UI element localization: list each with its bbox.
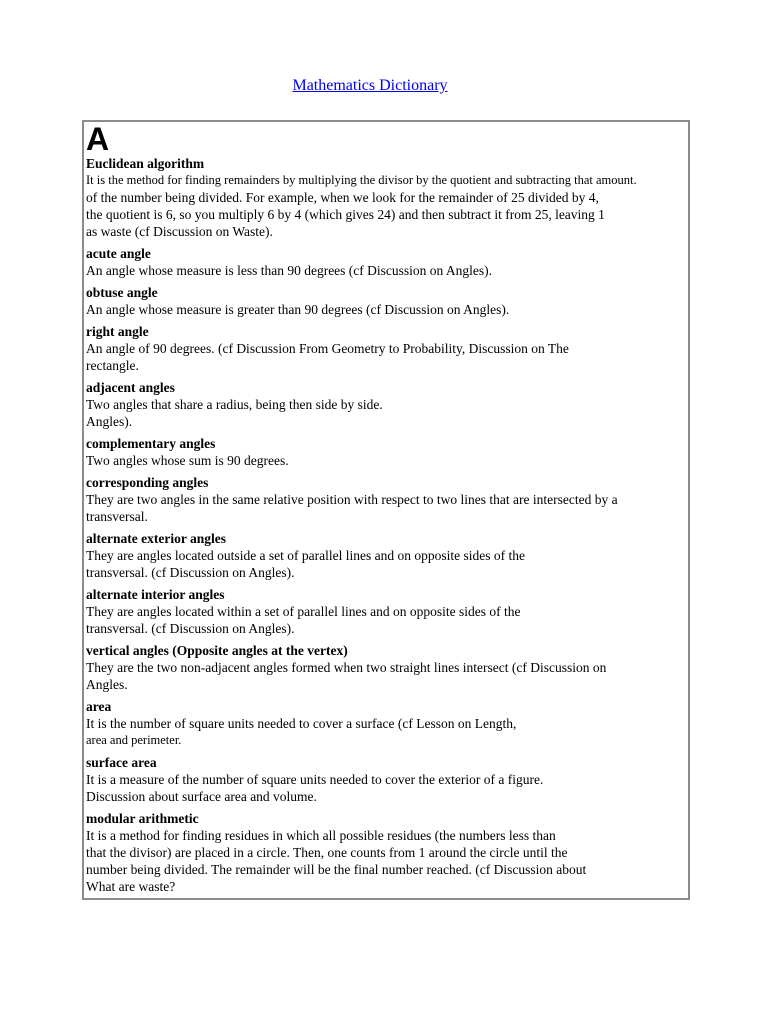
entry-definition-line: transversal. (cf Discussion on Angles). [86,565,295,580]
entry-term: corresponding angles [86,475,209,490]
entry-definition-line: Angles. [86,677,128,692]
entry-definition-line: area and perimeter. [86,733,182,747]
entry-definition-line: rectangle. [86,358,139,373]
section-letter: A [86,121,111,157]
entry-definition-line: An angle whose measure is greater than 90 degrees (cf Discussion on Angles). [86,302,510,317]
dictionary-entry [86,642,688,693]
dictionary-entry [86,379,688,430]
entry-definition-line: It is a measure of the number of square units needed to cover the exterior of a figure. [86,772,544,787]
entry-term: surface area [86,755,157,770]
entry-definition-line: It is a method for finding residues in which all possible residues (the numbers less than [86,828,556,843]
entry-term: right angle [86,324,149,339]
header [0,77,768,95]
entry-definition-line: Two angles that share a radius, being then side by side. [86,397,383,412]
entry-term: adjacent angles [86,380,175,395]
dictionary-box [82,120,690,900]
dictionary-entry [86,754,688,805]
entry-definition-line: of the number being divided. For example, when we look for the remainder of 25 divided by 4, [86,190,599,205]
entry-definition-line: Discussion about surface area and volume. [86,789,317,804]
entry-term: alternate interior angles [86,587,225,602]
entry-list [86,155,688,895]
entry-definition-line: It is the method for finding remainders by multiplying the divisor by the quotient and subtracting that amount. [86,173,637,187]
dictionary-entry [86,474,688,525]
dictionary-entry [86,698,688,749]
entry-term: complementary angles [86,436,216,451]
entry-definition-line: They are the two non-adjacent angles formed when two straight lines intersect (cf Discussion on [86,660,607,675]
dictionary-entry [86,435,688,469]
entry-definition-line: What are waste? [86,879,176,894]
dictionary-entry [86,155,688,240]
dictionary-entry [86,245,688,279]
entry-term: vertical angles (Opposite angles at the vertex) [86,643,348,658]
entry-definition-line: Two angles whose sum is 90 degrees. [86,453,289,468]
dictionary-entry [86,323,688,374]
mathematics-dictionary-link[interactable]: Mathematics Dictionary [292,77,448,94]
entry-definition-line: number being divided. The remainder will be the final number reached. (cf Discussion about [86,862,587,877]
dictionary-entry [86,586,688,637]
entry-term: area [86,699,112,714]
entry-definition-line: It is the number of square units needed to cover a surface (cf Lesson on Length, [86,716,517,731]
dictionary-entry [86,810,688,895]
dictionary-entry [86,530,688,581]
entry-term: acute angle [86,246,151,261]
entry-definition-line: transversal. (cf Discussion on Angles). [86,621,295,636]
entry-term: modular arithmetic [86,811,199,826]
entry-definition-line: They are two angles in the same relative position with respect to two lines that are intersected by a [86,492,618,507]
entry-definition-line: An angle whose measure is less than 90 degrees (cf Discussion on Angles). [86,263,493,278]
entry-definition-line: the quotient is 6, so you multiply 6 by 4 (which gives 24) and then subtract it from 25, leaving 1 [86,207,605,222]
entry-definition-line: They are angles located within a set of parallel lines and on opposite sides of the [86,604,521,619]
entry-definition-line: They are angles located outside a set of parallel lines and on opposite sides of the [86,548,525,563]
entry-term: Euclidean algorithm [86,156,205,171]
entry-definition-line: that the divisor) are placed in a circle. Then, one counts from 1 around the circle until the [86,845,568,860]
entry-definition-line: as waste (cf Discussion on Waste). [86,224,273,239]
dictionary-entry [86,284,688,318]
entry-definition-line: An angle of 90 degrees. (cf Discussion From Geometry to Probability, Discussion on The [86,341,569,356]
entry-definition-line: Angles). [86,414,133,429]
entry-term: obtuse angle [86,285,158,300]
entry-definition-line: transversal. [86,509,148,524]
entry-term: alternate exterior angles [86,531,226,546]
